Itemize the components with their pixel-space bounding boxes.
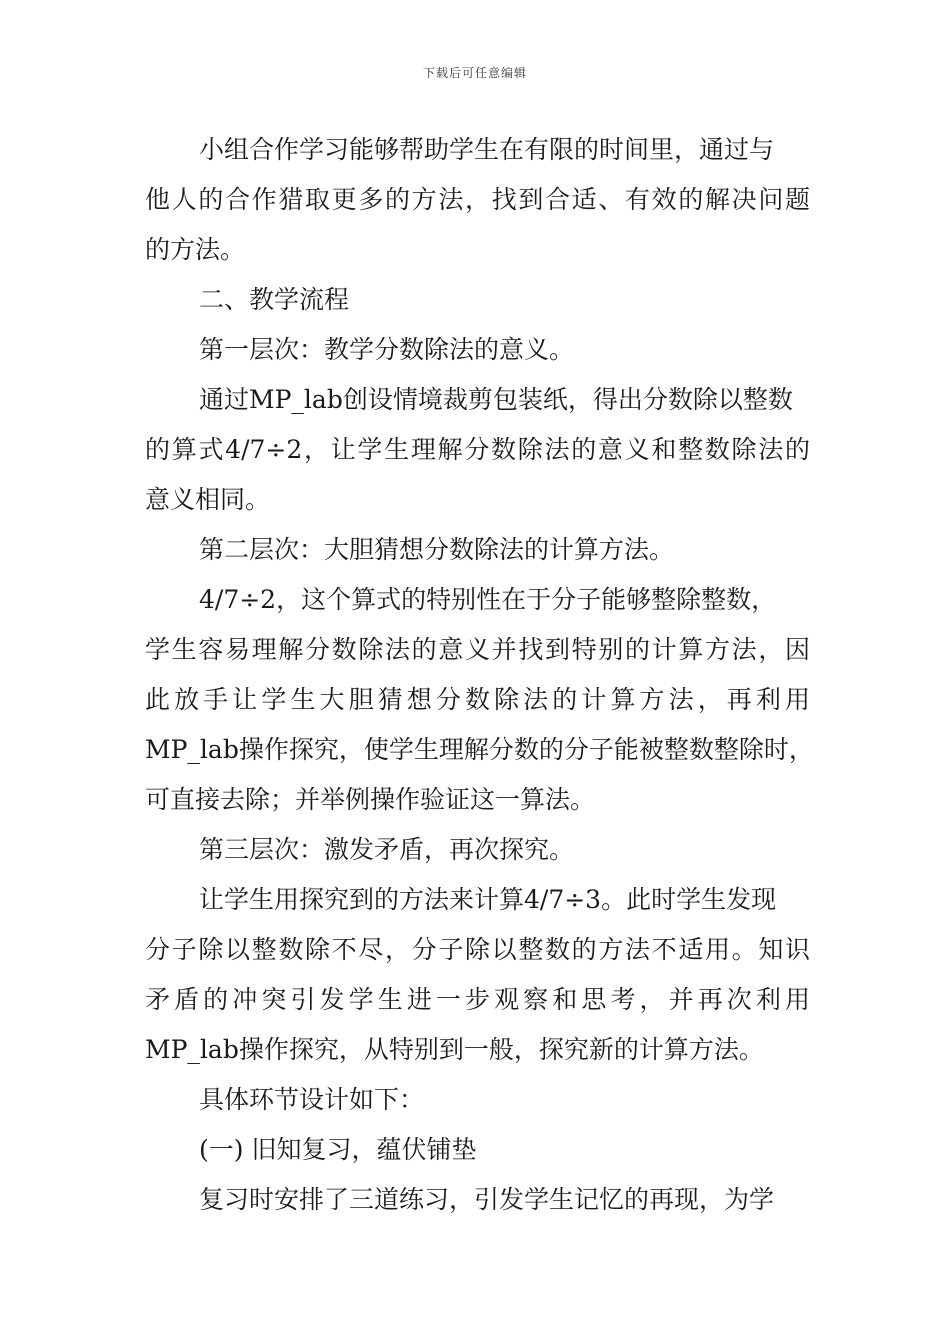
paragraph-line: MP_lab操作探究，从特别到一般，探究新的计算方法。 <box>145 1035 764 1064</box>
paragraph-line: 通过MP_lab创设情境裁剪包装纸，得出分数除以整数 <box>199 385 793 414</box>
paragraph-line: MP_lab操作探究，使学生理解分数的分子能被整数整除时， <box>145 735 814 764</box>
paragraph-line: 复习时安排了三道练习，引发学生记忆的再现，为学 <box>199 1185 775 1214</box>
paragraph-line: 意义相同。 <box>145 485 271 514</box>
paragraph-line: 他人的合作猎取更多的方法，找到合适、有效的解决问题 <box>145 185 810 214</box>
page-header: 下载后可任意编辑 <box>422 66 527 80</box>
paragraph-line: 分子除以整数除不尽，分子除以整数的方法不适用。知识 <box>145 935 810 964</box>
document-body <box>145 125 814 1225</box>
paragraph-line: 4/7÷2，这个算式的特别性在于分子能够整除整数， <box>199 585 777 614</box>
subheading: 第三层次：激发矛盾，再次探究。 <box>199 835 575 864</box>
paragraph-line: 的算式4/7÷2，让学生理解分数除法的意义和整数除法的 <box>145 435 810 464</box>
paragraph-line: 让学生用探究到的方法来计算4/7÷3。此时学生发现 <box>199 885 777 914</box>
paragraph-line: 小组合作学习能够帮助学生在有限的时间里，通过与 <box>199 135 775 164</box>
subheading: 第二层次：大胆猜想分数除法的计算方法。 <box>199 535 675 564</box>
paragraph-line: 可直接去除；并举例操作验证这一算法。 <box>145 785 596 814</box>
subheading: 第一层次：教学分数除法的意义。 <box>199 335 575 364</box>
subheading: (一) 旧知复习，蕴伏铺垫 <box>199 1135 477 1164</box>
paragraph-line: 学生容易理解分数除法的意义并找到特别的计算方法，因 <box>145 635 810 664</box>
section-heading: 二、教学流程 <box>199 285 350 314</box>
paragraph-line: 矛盾的冲突引发学生进一步观察和思考，并再次利用 <box>145 985 810 1014</box>
paragraph-line: 的方法。 <box>145 235 246 264</box>
paragraph-line: 此放手让学生大胆猜想分数除法的计算方法，再利用 <box>145 685 810 714</box>
paragraph-line: 具体环节设计如下： <box>199 1085 425 1114</box>
